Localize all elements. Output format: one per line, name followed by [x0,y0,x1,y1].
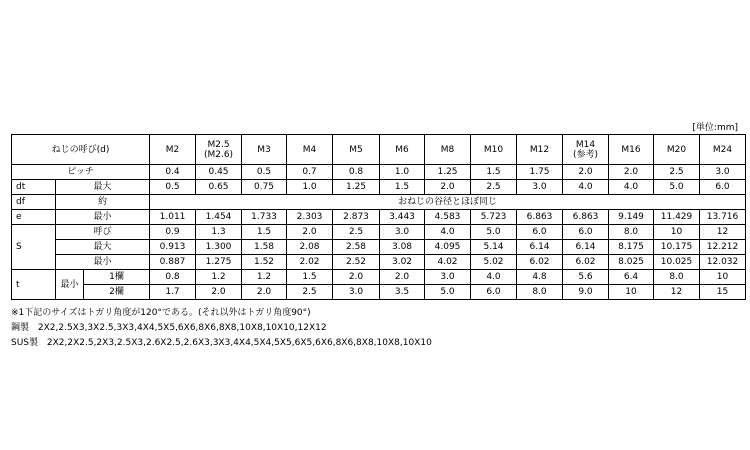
value-cell: 15 [700,285,746,300]
value-cell: 10.025 [654,255,700,270]
value-cell: 2.5 [654,165,700,180]
s-max-row [12,240,746,255]
size-header: M20 [654,135,700,165]
value-cell: 1.2 [196,270,242,285]
df-row [12,195,746,210]
value-cell: 4.0 [563,180,609,195]
value-cell: 4.8 [517,270,563,285]
value-cell: 1.25 [333,180,380,195]
value-cell: 0.887 [150,255,196,270]
value-cell: 3.0 [517,180,563,195]
value-cell: 10 [700,270,746,285]
value-cell: 2.0 [287,225,333,240]
value-cell: 2.5 [333,225,380,240]
value-cell: 6.863 [563,210,609,225]
spec-table [11,134,746,300]
value-cell: 9.0 [563,285,609,300]
value-cell: 1.75 [517,165,563,180]
value-cell: 6.0 [563,225,609,240]
value-cell: 1.5 [287,270,333,285]
dt-symbol: dt [12,180,56,195]
value-cell: 4.0 [425,225,471,240]
value-cell: 0.7 [287,165,333,180]
value-cell: 6.02 [563,255,609,270]
value-cell: 3.0 [380,225,425,240]
value-cell: 1.5 [380,180,425,195]
value-cell: 1.7 [150,285,196,300]
dt-row [12,180,746,195]
value-cell: 2.0 [196,285,242,300]
value-cell: 2.5 [287,285,333,300]
value-cell: 3.02 [380,255,425,270]
s-max-label: 最大 [56,240,150,255]
size-header: M5 [333,135,380,165]
value-cell: 3.443 [380,210,425,225]
value-cell: 4.0 [609,180,654,195]
value-cell: 0.4 [150,165,196,180]
t-grade1-row [12,270,746,285]
value-cell: 4.0 [471,270,517,285]
value-cell: 6.14 [563,240,609,255]
value-cell: 0.5 [150,180,196,195]
value-cell: 10.175 [654,240,700,255]
s-min-row [12,255,746,270]
value-cell: 6.0 [517,225,563,240]
s-nominal-row [12,225,746,240]
value-cell: 0.45 [196,165,242,180]
value-cell: 2.0 [425,180,471,195]
size-header: M6 [380,135,425,165]
spec-table-body [12,135,746,300]
value-cell: 5.14 [471,240,517,255]
t-label: 最小 [56,270,84,300]
value-cell: 2.0 [563,165,609,180]
value-cell: 10 [609,285,654,300]
value-cell: 13.716 [700,210,746,225]
header-row [12,135,746,165]
df-label: 約 [56,195,150,210]
value-cell: 9.149 [609,210,654,225]
value-cell: 3.08 [380,240,425,255]
value-cell: 6.0 [471,285,517,300]
value-cell: 2.0 [380,270,425,285]
size-header: M24 [700,135,746,165]
value-cell: 0.75 [242,180,287,195]
value-cell: 1.52 [242,255,287,270]
value-cell: 2.58 [333,240,380,255]
t-grade1-label: 1欄 [84,270,150,285]
dt-label: 最大 [56,180,150,195]
value-cell: 3.0 [700,165,746,180]
e-row [12,210,746,225]
value-cell: 1.5 [471,165,517,180]
steel-sizes: 2X2,2.5X3,3X2.5,3X3,4X4,5X5,6X6,8X6,8X8,10X8,10X10,12X12 [37,323,327,333]
value-cell: 1.58 [242,240,287,255]
value-cell: 8.175 [609,240,654,255]
value-cell: 5.0 [425,285,471,300]
value-cell: 5.723 [471,210,517,225]
size-header: M2 [150,135,196,165]
value-cell: 6.14 [517,240,563,255]
t-grade2-label: 2欄 [84,285,150,300]
value-cell: 12.212 [700,240,746,255]
size-header: M12 [517,135,563,165]
value-cell: 2.08 [287,240,333,255]
value-cell: 2.303 [287,210,333,225]
notes [11,306,432,351]
t-symbol: t [12,270,56,300]
value-cell: 8.025 [609,255,654,270]
size-header: M2.5 (M2.6) [196,135,242,165]
t-grade2-row [12,285,746,300]
s-symbol: S [12,225,56,270]
value-cell: 1.2 [242,270,287,285]
value-cell: 1.300 [196,240,242,255]
value-cell: 1.0 [287,180,333,195]
value-cell: 6.02 [517,255,563,270]
header-label: ねじの呼び(d) [12,135,150,165]
value-cell: 5.0 [471,225,517,240]
value-cell: 11.429 [654,210,700,225]
value-cell: 1.011 [150,210,196,225]
value-cell: 4.095 [425,240,471,255]
value-cell: 12 [654,285,700,300]
e-label: 最小 [56,210,150,225]
value-cell: 1.454 [196,210,242,225]
value-cell: 1.5 [242,225,287,240]
sus-sizes-line [11,336,432,351]
value-cell: 10 [654,225,700,240]
value-cell: 3.5 [380,285,425,300]
size-header: M14 (参考) [563,135,609,165]
value-cell: 1.275 [196,255,242,270]
steel-label: 鋼製 [11,323,30,333]
value-cell: 2.52 [333,255,380,270]
size-header: M8 [425,135,471,165]
value-cell: 2.02 [287,255,333,270]
pitch-label: ピッチ [12,165,150,180]
steel-sizes-line [11,321,432,336]
value-cell: 3.0 [333,285,380,300]
value-cell: 6.863 [517,210,563,225]
value-cell: 8.0 [609,225,654,240]
value-cell: 0.913 [150,240,196,255]
value-cell: 5.0 [654,180,700,195]
value-cell: 12.032 [700,255,746,270]
value-cell: 12 [700,225,746,240]
e-symbol: e [12,210,56,225]
value-cell: 4.02 [425,255,471,270]
size-header: M16 [609,135,654,165]
value-cell: 5.6 [563,270,609,285]
value-cell: 0.9 [150,225,196,240]
value-cell: 5.02 [471,255,517,270]
value-cell: 2.0 [609,165,654,180]
value-cell: 6.0 [700,180,746,195]
df-symbol: df [12,195,56,210]
footnote: ※1下記のサイズはトガリ角度が120°である。(それ以外はトガリ角度90°) [11,308,311,318]
value-cell: 1.3 [196,225,242,240]
value-cell: 0.5 [242,165,287,180]
df-note: おねじの谷径とほぼ同じ [150,195,746,210]
value-cell: 3.0 [425,270,471,285]
value-cell: 0.8 [333,165,380,180]
s-min-label: 最小 [56,255,150,270]
size-header: M3 [242,135,287,165]
sus-label: SUS製 [11,338,39,348]
value-cell: 4.583 [425,210,471,225]
value-cell: 6.4 [609,270,654,285]
s-nominal-label: 呼び [56,225,150,240]
value-cell: 2.873 [333,210,380,225]
value-cell: 2.0 [242,285,287,300]
value-cell: 1.733 [242,210,287,225]
unit-label: [単位:mm] [692,123,738,133]
value-cell: 2.0 [333,270,380,285]
value-cell: 0.8 [150,270,196,285]
size-header: M4 [287,135,333,165]
value-cell: 8.0 [517,285,563,300]
value-cell: 0.65 [196,180,242,195]
pitch-row [12,165,746,180]
value-cell: 1.0 [380,165,425,180]
sus-sizes: 2X2,2X2.5,2X3,2.5X3,2.6X2.5,2.6X3,3X3,4X4,5X4,5X5,6X5,6X6,8X6,8X8,10X8,10X10 [46,338,432,348]
size-header: M10 [471,135,517,165]
value-cell: 1.25 [425,165,471,180]
value-cell: 2.5 [471,180,517,195]
value-cell: 8.0 [654,270,700,285]
